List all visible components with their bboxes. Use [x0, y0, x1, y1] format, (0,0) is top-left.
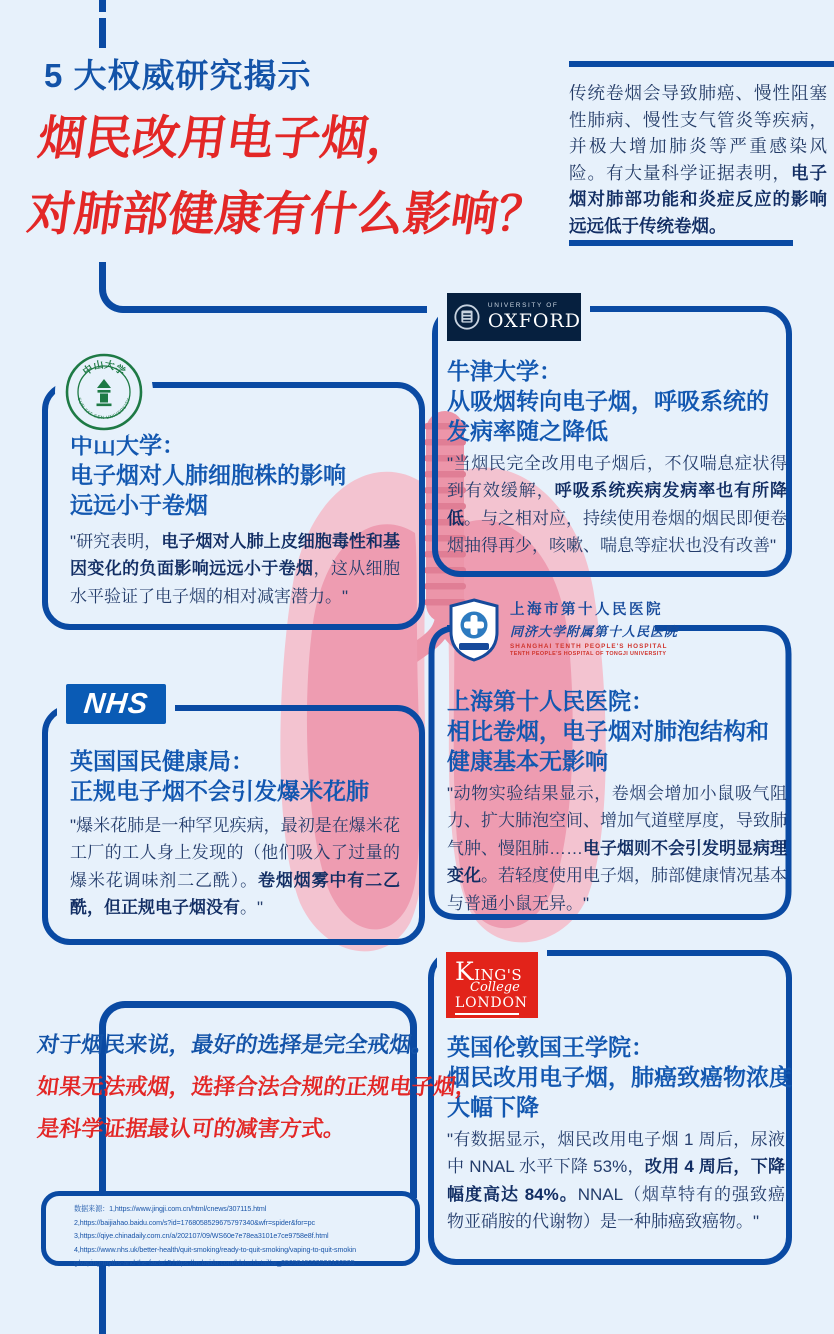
source-line: 2,https://baijiahao.baidu.com/s?id=1768058529675797340&wfr=spider&for=pc [74, 1217, 315, 1227]
card-sysu-body: "研究表明，电子烟对人肺上皮细胞毒性和基因变化的负面影响远远小于卷烟，这从细胞水平验证了电子烟的相对减害潜力。" [70, 532, 401, 606]
shanghai-logo-en2: TENTH PEOPLE'S HOSPITAL OF TONGJI UNIVERSITY [510, 651, 667, 657]
sources-text [74, 1202, 371, 1270]
card-kcl-title-line: 英国伦敦国王学院： [447, 1034, 654, 1060]
main-title-line1: 烟民改用电子烟， [35, 111, 419, 164]
source-line: g/vaping-myths-and-the-facts/ 5,https://m.baidu.com/bh/m/detail/ar_9505646229596100595 [74, 1258, 355, 1268]
shanghai-shield-icon [447, 598, 501, 662]
card-shanghai-title [447, 686, 769, 776]
shanghai-logo-cn1: 上海市第十人民医院 [510, 602, 663, 618]
card-sysu-title [70, 430, 346, 520]
card-nhs-title [70, 746, 369, 806]
card-sysu-title-line: 远远小于卷烟 [70, 492, 208, 518]
kcl-logo [446, 952, 538, 1018]
card-shanghai-title-line: 相比卷烟，电子烟对肺泡结构和 [447, 718, 769, 744]
card-nhs-body: "爆米花肺是一种罕见疾病，最初是在爆米花工厂的工人身上发现的（他们吸入了过量的爆米花调味剂二乙酰）。卷烟烟雾中有二乙酰，但正规电子烟没有。" [70, 816, 401, 918]
conclusion-line1: 对于烟民来说，最好的选择是完全戒烟。 [35, 1032, 436, 1057]
conclusion-line3: 是科学证据最认可的减害方式。 [35, 1116, 348, 1141]
card-shanghai-title-line: 上海第十人民医院： [447, 688, 654, 714]
nhs-logo-text: NHS [82, 687, 150, 720]
card-kcl-title [447, 1032, 792, 1122]
top-accent-bar [99, 0, 106, 12]
source-line: 3,https://qiye.chinadaily.com.cn/a/202107/09/WS60e7e78ea3101e7ce9758e8f.html [74, 1231, 329, 1241]
main-title-line2: 对肺部健康有什么影响？ [24, 187, 549, 240]
oxford-logo-line2: OXFORD [487, 310, 581, 332]
sysu-logo-cn: 中山大学 [81, 359, 127, 378]
conclusion-line2: 如果无法戒烟，选择合法合规的正规电子烟， [35, 1074, 480, 1099]
card-oxford-title-line: 从吸烟转向电子烟，呼吸系统的 [447, 388, 769, 414]
source-line: 4,https://www.nhs.uk/better-health/quit-smoking/ready-to-quit-smoking/vaping-to-quit-smokin [74, 1244, 357, 1254]
oxford-logo-line1: UNIVERSITY OF [487, 302, 559, 309]
conclusion-text [35, 1024, 480, 1149]
oxford-logo [447, 293, 581, 341]
kcl-logo-underline [455, 1013, 519, 1019]
main-title [23, 100, 561, 252]
card-shanghai-body: "动物实验结果显示，卷烟会增加小鼠吸气阻力、扩大肺泡空间、增加气道壁厚度，导致肺气肿、慢阻肺……电子烟则不会引发明显病理变化。若轻度使用电子烟，肺部健康情况基本与普通小鼠无异。" [447, 784, 787, 913]
card-nhs-title-line: 正规电子烟不会引发爆米花肺 [70, 778, 369, 804]
card-kcl-body: "有数据显示，烟民改用电子烟 1 周后，尿液中 NNAL 水平下降 53%，改用 4 周后，下降幅度高达 84%。NNAL（烟草特有的强致癌物亚硝胺的代谢物）是一种肺癌致癌物。" [447, 1130, 785, 1232]
card-sysu-title-line: 中山大学： [70, 432, 185, 458]
svg-text:中山大学 [80, 358, 128, 378]
sysu-logo-en: SUN YAT-SEN UNIVERSITY [76, 396, 132, 421]
kcl-logo-line3: LONDON [455, 995, 528, 1011]
card-oxford-title-line: 发病率随之降低 [447, 418, 608, 444]
intro-top-rule [569, 61, 834, 67]
kcl-logo-line1: KING'S [455, 957, 523, 986]
oxford-crest-icon [453, 300, 481, 334]
bottom-accent-bar [99, 1261, 106, 1334]
kcl-logo-line2: College [470, 980, 520, 995]
card-kcl-title-line: 烟民改用电子烟，肺癌致癌物浓度 [447, 1064, 792, 1090]
source-line: 数据来源：1,https://www.jingji.com.cn/html/cnews/307115.html [74, 1204, 267, 1213]
intro-paragraph: 传统卷烟会导致肺癌、慢性阻塞性肺病、慢性支气管炎等疾病，并极大增加肺炎等严重感染风险。有大量科学证据表明，电子烟对肺部功能和炎症反应的影响远远低于传统卷烟。 [569, 83, 827, 236]
card-oxford-body: "当烟民完全改用电子烟后，不仅喘息症状得到有效缓解，呼吸系统疾病发病率也有所降低。与之相对应，持续使用卷烟的烟民即便卷烟抽得再少，咳嗽、喘息等症状也没有改善" [447, 454, 788, 556]
intro-bottom-rule [569, 240, 793, 246]
shanghai-logo-cn2: 同济大学附属第十人民医院 [510, 625, 679, 640]
nhs-logo [66, 684, 166, 724]
top-accent-bar-2 [99, 18, 106, 48]
card-sysu-title-line: 电子烟对人肺细胞株的影响 [70, 462, 346, 488]
sysu-seal-logo [64, 352, 144, 432]
kicker-title: 5 大权威研究揭示 [44, 57, 312, 94]
card-nhs-title-line: 英国国民健康局： [70, 748, 254, 774]
card-shanghai-title-line: 健康基本无影响 [447, 748, 608, 774]
title-connector-line [99, 262, 427, 313]
shanghai-logo-en1: SHANGHAI TENTH PEOPLE'S HOSPITAL [510, 643, 668, 650]
card-kcl-title-line: 大幅下降 [447, 1094, 539, 1120]
card-oxford-title [447, 356, 769, 446]
shanghai-hospital-logo [447, 598, 678, 662]
card-oxford-title-line: 牛津大学： [447, 358, 562, 384]
sysu-pagoda-icon [97, 379, 112, 406]
